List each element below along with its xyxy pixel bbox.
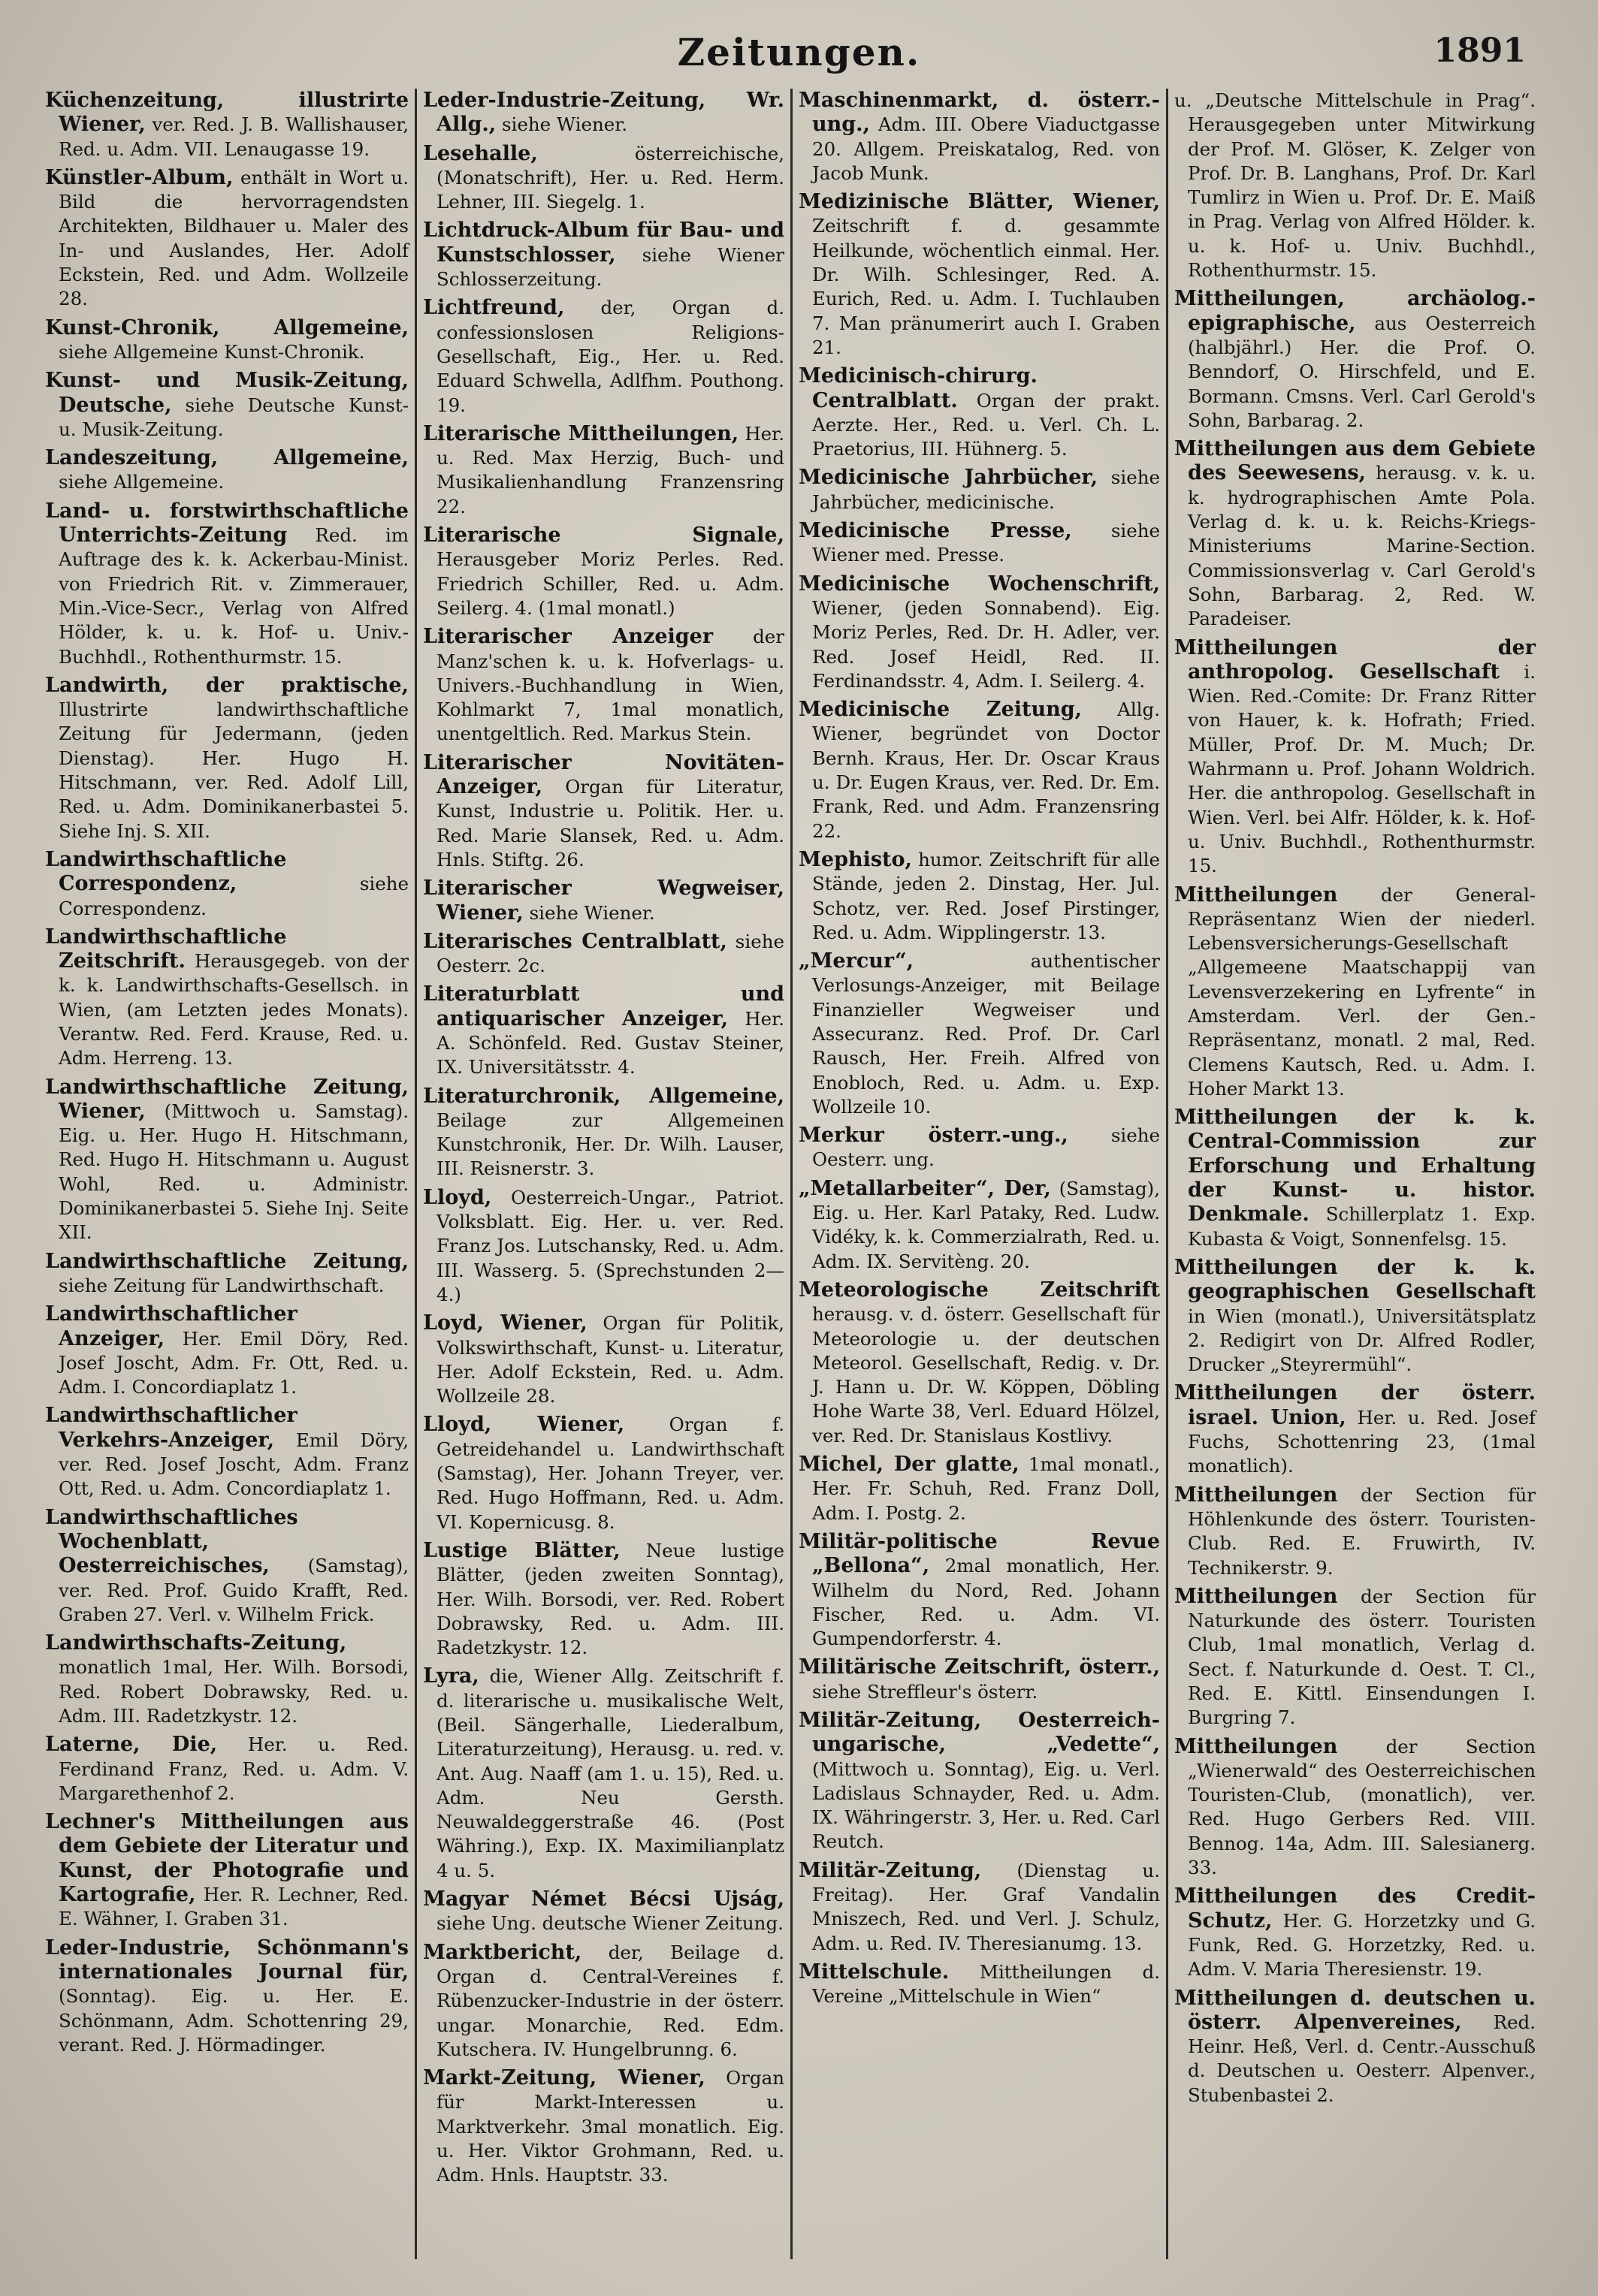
entry-text: Herausgeber Moriz Perles. Red. Friedrich Schiller, Red. u. Adm. Seilerg. 4. (1mal monatl.) — [437, 548, 784, 619]
entry-headword: Militär-Zeitung, — [799, 1858, 982, 1882]
entry-headword: Medicinische Presse, — [799, 519, 1072, 543]
entry-text: siehe Ung. deutsche Wiener Zeitung. — [437, 1912, 784, 1935]
entry-headword: Laterne, Die, — [45, 1733, 218, 1757]
directory-entry — [45, 848, 409, 921]
entry-headword: Landwirthschafts-Zeitung, — [45, 1631, 347, 1655]
entry-text: monatlich 1mal, Her. Wilh. Borsodi, Red. Robert Dobrawsky, Red. u. Adm. III. Radetzkystr. 12. — [59, 1656, 409, 1727]
entry-headword: Militär-Zeitung, Oesterreich-ungarische, „Vedette“, — [799, 1709, 1160, 1757]
entry-headword: Marktbericht, — [423, 1940, 582, 1964]
directory-entry — [423, 1664, 784, 1883]
page-header — [0, 30, 1598, 83]
entry-text: authentischer Verlosungs-Anzeiger, mit Beilage Finanzieller Wegweiser und Assecuranz. Red. Prof. Dr. Carl Rausch, Her. Freih. Alfred von Enobloch, Red. u. Adm. u. Exp. Wollzeile 10. — [812, 950, 1160, 1118]
entry-text: Her. u. Red. Max Herzig, Buch- und Musikalienhandlung Franzensring 22. — [437, 422, 784, 517]
entry-headword: Leder-Industrie-Zeitung, Wr. Allg., — [423, 89, 784, 137]
directory-entry — [799, 698, 1160, 843]
entry-text: in Wien (monatl.), Universitätsplatz 2. Redigirt von Dr. Alfred Rodler, Drucker „Steyrermühl“. — [1188, 1305, 1536, 1376]
directory-entry — [45, 1631, 409, 1728]
entry-text: herausg. v. d. österr. Gesellschaft für Meteorologie u. der deutschen Meteorol. Gesellschaft, Redig. v. Dr. J. Hann u. Dr. W. Köppen, Döbling Hohe Warte 38, Verl. Eduard Hölzel, ver. Red. Dr. Stanislaus Kostlivy. — [812, 1303, 1160, 1447]
entry-headword: Mittheilungen d. deutschen u. österr. Alpenvereines, — [1174, 1986, 1536, 2034]
entry-text: herausg. v. k. u. k. hydrographischen Amte Pola. Verlag d. k. u. k. Reichs-Kriegs-Ministeriums Marine-Section. Commissionsverlag v. Carl Gerold's Sohn, Barbarag. 2, Red. W. Paradeiser. — [1188, 462, 1536, 630]
entry-headword: Landeszeitung, Allgemeine, — [45, 446, 409, 470]
entry-headword: Militärische Zeitschrift, österr., — [799, 1655, 1160, 1679]
entry-headword: Medicinisch-chirurg. Centralblatt. — [799, 364, 1038, 412]
entry-headword: Lechner's Mittheilungen aus dem Gebiete der Literatur und Kunst, der Photografie und Kartografie, — [45, 1810, 409, 1907]
entry-headword: Kunst- und Musik-Zeitung, Deutsche, — [45, 369, 409, 417]
entry-headword: Literarische Signale, — [423, 523, 784, 548]
directory-entry — [423, 1413, 784, 1534]
directory-entry — [1174, 1585, 1536, 1730]
directory-entry — [799, 1709, 1160, 1854]
entry-text: der General-Repräsentanz Wien der niederl. Lebensversicherungs-Gesellschaft „Allgemeene Maatschappij van Levensverzekering en Lyfrente“ in Amsterdam. Verl. der Gen.-Repräsentanz, monatl. 2 mal, Red. Clemens Kautsch, Red. u. Adm. I. Hoher Markt 13. — [1188, 883, 1536, 1100]
entry-text: der Section „Wienerwald“ des Oesterreichischen Touristen-Club, (monatlich), ver. Red. Hugo Gerbers Red. VIII. Bennog. 14a, Adm. III. Salesianerg. 33. — [1188, 1735, 1536, 1879]
directory-entry — [1174, 636, 1536, 879]
entry-text: (Samstag), Eig. u. Her. Karl Pataky, Red. Ludw. Vidéky, k. k. Commerzialrath, Red. u. Adm. IX. Servitèng. 20. — [812, 1177, 1160, 1272]
entry-headword: Mephisto, — [799, 847, 912, 871]
entry-text: Organ für Literatur, Kunst, Industrie u. Politik. Her. u. Red. Marie Slansek, Red. u. Adm. Hnls. Stiftg. 26. — [437, 776, 785, 870]
entry-text: Her. Emil Döry, Red. Josef Joscht, Adm. Fr. Ott, Red. u. Adm. I. Concordiaplatz 1. — [59, 1327, 409, 1398]
directory-entry — [45, 499, 409, 669]
directory-entry — [423, 523, 784, 620]
directory-entry — [1174, 1884, 1536, 1981]
entry-text: Organ f. Getreidehandel u. Landwirthschaft (Samstag), Her. Johann Treyer, ver. Red. Hugo Hoffmann, Red. u. Adm. VI. Kopernicusg. 8. — [437, 1414, 785, 1533]
entry-text: aus Oesterreich (halbjährl.) Her. die Prof. O. Benndorf, O. Hirschfeld, und E. Bormann. Cmsns. Verl. Carl Gerold's Sohn, Barbarag. 2. — [1188, 312, 1536, 431]
entry-headword: Medicinische Zeitung, — [799, 698, 1083, 722]
entry-headword: Literaturchronik, Allgemeine, — [423, 1084, 784, 1108]
entry-headword: Landwirthschaftliches Wochenblatt, Oesterreichisches, — [45, 1505, 298, 1578]
entry-text: Her. G. Horzetzky und G. Funk, Red. G. Horzetzky, Red. u. Adm. V. Maria Theresienstr. 19. — [1188, 1909, 1536, 1981]
entry-text: der Section für Höhlenkunde des österr. Touristen-Club. Red. E. Fruwirth, IV. Technikerstr. 9. — [1188, 1483, 1536, 1579]
directory-entry — [799, 1655, 1160, 1704]
column-1 — [39, 89, 415, 2259]
entry-headword: Mittheilungen des Credit-Schutz, — [1174, 1884, 1536, 1932]
directory-entry — [1174, 287, 1536, 433]
directory-entry — [799, 1177, 1160, 1274]
entry-headword: Mittelschule. — [799, 1960, 950, 1984]
entry-headword: Literarischer Novitäten-Anzeiger, — [423, 750, 784, 799]
column-3 — [790, 89, 1166, 2259]
directory-entry — [1174, 1256, 1536, 1377]
entry-headword: Mittheilungen, archäolog.-epigraphische, — [1174, 287, 1536, 335]
entry-headword: Landwirthschaftliche Zeitung, Wiener, — [45, 1075, 409, 1123]
directory-entry — [1174, 437, 1536, 631]
directory-entry — [423, 1311, 784, 1408]
entry-headword: Leder-Industrie, Schönmann's internationales Journal für, — [45, 1935, 409, 1984]
entry-text: siehe Oesterr. 2c. — [437, 930, 784, 977]
directory-entry — [423, 1085, 784, 1181]
entry-text: Mittheilungen d. Vereine „Mittelschule in Wien“ — [812, 1960, 1160, 2008]
entry-text: siehe Wiener med. Presse. — [812, 520, 1160, 566]
entry-text: (Samstag), ver. Red. Prof. Guido Krafft, Red. Graben 27. Verl. v. Wilhelm Frick. — [59, 1555, 409, 1625]
entry-text: Organ für Politik, Volkswirthschaft, Kunst- u. Literatur, Her. Adolf Eckstein, Red. u. Adm. Wollzeile 28. — [437, 1312, 784, 1407]
entry-headword: Mittheilungen — [1174, 1483, 1338, 1507]
directory-entry — [799, 1960, 1160, 2009]
directory-entry — [45, 316, 409, 365]
page-number: 1891 — [1433, 32, 1526, 70]
directory-entry — [423, 1539, 784, 1660]
directory-entry — [45, 1936, 409, 2057]
entry-headword: Landwirth, der praktische, — [45, 673, 409, 697]
directory-entry — [1174, 1381, 1536, 1478]
directory-entry — [799, 466, 1160, 514]
entry-headword: Medicinische Jahrbücher, — [799, 466, 1098, 490]
directory-entry — [423, 982, 784, 1079]
directory-entry — [1174, 89, 1536, 282]
entry-text: siehe Deutsche Kunst- u. Musik-Zeitung. — [59, 394, 409, 440]
entry-text: Organ für Markt-Interessen u. Marktverkehr. 3mal monatlich. Eig. u. Her. Viktor Grohmann, Red. u. Adm. Hnls. Hauptstr. 33. — [437, 2067, 784, 2186]
directory-entry — [45, 1076, 409, 1245]
entry-text: österreichische, (Monatschrift), Her. u. Red. Herm. Lehner, III. Siegelg. 1. — [437, 142, 784, 213]
entry-text: Red. Heinr. Heß, Verl. d. Centr.-Ausschuß d. Deutschen u. Oesterr. Alpenver., Stubenbastei 2. — [1188, 2011, 1536, 2106]
directory-entry — [1174, 1106, 1536, 1251]
entry-text: ver. Red. J. B. Wallishauser, Red. u. Adm. VII. Lenaugasse 19. — [59, 113, 409, 160]
directory-entry — [799, 1124, 1160, 1172]
directory-entry — [45, 1733, 409, 1806]
entry-text: der, Beilage d. Organ d. Central-Vereines f. Rübenzucker-Industrie in der österr. ungar. Monarchie, Red. Edm. Kutschera. IV. Hungelbrunng. 6. — [437, 1941, 784, 2060]
entry-headword: Künstler-Album, — [45, 165, 234, 189]
entry-headword: Merkur österr.-ung., — [799, 1124, 1068, 1148]
entry-text: der Section für Naturkunde des österr. Touristen Club, 1mal monatlich, Verlag d. Sect. f. Naturkunde d. Oest. T. Cl., Red. E. Kittl. Einsendungen I. Burgring 7. — [1188, 1585, 1536, 1729]
entry-text: Red. im Auftrage des k. k. Ackerbau-Minist. von Friedrich Rit. v. Zimmerauer, Min.-Vice-Secr., Verlag von Alfred Hölder, k. u. k. Hof- u. Univ.-Buchhdl., Rothenthurmstr. 15. — [59, 524, 409, 668]
entry-headword: Lloyd, Wiener, — [423, 1413, 625, 1437]
entry-headword: Landwirthschaftlicher Anzeiger, — [45, 1302, 298, 1350]
directory-entry — [799, 1453, 1160, 1525]
entry-headword: Landwirthschaftliche Zeitung, — [45, 1249, 409, 1273]
entry-text: Herausgegeb. von der k. k. Landwirthschafts-Gesellsch. in Wien, (am Letzten jedes Monats). Verantw. Red. Ferd. Krause, Red. u. Adm. Herreng. 13. — [59, 950, 409, 1070]
column-4 — [1166, 89, 1542, 2259]
directory-entry — [45, 925, 409, 1071]
directory-entry — [1174, 1483, 1536, 1580]
entry-headword: Maschinenmarkt, d. österr.-ung., — [799, 89, 1160, 137]
directory-entry — [1174, 883, 1536, 1102]
entry-text: Organ der prakt. Aerzte. Her., Red. u. Verl. Ch. L. Praetorius, III. Hühnerg. 5. — [812, 389, 1160, 460]
directory-entry — [799, 364, 1160, 461]
entry-text: Illustrirte landwirthschaftliche Zeitung für Jedermann, (jeden Dienstag). Her. Hugo H. Hitschmann, ver. Red. Adolf Lill, Red. u. Adm. Dominikanerbastei 5. Siehe Inj. S. XII. — [59, 698, 409, 842]
entry-text: Beilage zur Allgemeinen Kunstchronik, Her. Dr. Wilh. Lauser, III. Reisnerstr. 3. — [437, 1109, 784, 1180]
directory-entry — [45, 369, 409, 442]
entry-headword: Mittheilungen — [1174, 1734, 1338, 1758]
entry-text: Her. u. Red. Josef Fuchs, Schottenring 23, (1mal monatlich). — [1188, 1406, 1536, 1477]
entry-headword: Loyd, Wiener, — [423, 1311, 588, 1335]
entry-text: (Dienstag u. Freitag). Her. Graf Vandalin Mniszech, Red. und Verl. J. Schulz, Adm. u. Red. IV. Theresianumg. 13. — [812, 1859, 1160, 1954]
entry-headword: Lustige Blätter, — [423, 1538, 621, 1562]
entry-text: (Mittwoch u. Samstag). Eig. u. Her. Hugo H. Hitschmann, Red. Hugo H. Hitschmann u. August Wohl, Red. u. Administr. Dominikanerbastei 5. Siehe Inj. Seite XII. — [59, 1100, 409, 1244]
entry-headword: Literaturblatt und antiquarischer Anzeiger, — [423, 982, 784, 1030]
directory-entry — [799, 1530, 1160, 1651]
entry-headword: Mittheilungen der österr. israel. Union, — [1174, 1381, 1536, 1429]
entry-text: Adm. III. Obere Viaductgasse 20. Allgem. Preiskatalog, Red. von Jacob Munk. — [812, 113, 1160, 184]
entry-headword: Literarisches Centralblatt, — [423, 929, 727, 953]
entry-headword: Lichtdruck-Album für Bau- und Kunstschlosser, — [423, 219, 784, 267]
directory-entry — [1174, 1735, 1536, 1881]
entry-text: Her. u. Red. Ferdinand Franz, Red. u. Adm. V. Margarethenhof 2. — [59, 1733, 409, 1804]
entry-text: siehe Allgemeine. — [59, 471, 225, 493]
directory-entry — [423, 296, 784, 417]
entry-text: siehe Allgemeine Kunst-Chronik. — [59, 340, 365, 363]
entry-headword: Landwirthschaftliche Correspondenz, — [45, 847, 287, 896]
directory-entry — [45, 674, 409, 843]
directory-entry — [1174, 1987, 1536, 2107]
directory-entry — [45, 1302, 409, 1399]
entry-text: siehe Streffleur's österr. — [812, 1680, 1038, 1703]
directory-entry — [799, 949, 1160, 1119]
entry-text: siehe Oesterr. ung. — [812, 1124, 1160, 1171]
directory-entry — [45, 89, 409, 161]
entry-text: die, Wiener Allg. Zeitschrift f. d. literarische u. musikalische Welt, (Beil. Sängerhalle, Liederalbum, Literaturzeitung), Herausg. u. red. v. Ant. Aug. Naaff (am 1. u. 15), Red. u. Adm. Neu Gersth. Neuwaldeggerstraße 46. (Post Währing.), Exp. IX. Maximilianplatz 4 u. 5. — [437, 1665, 784, 1881]
directory-entry — [423, 1941, 784, 2062]
directory-entry — [423, 876, 784, 925]
entry-headword: Mittheilungen — [1174, 1584, 1338, 1608]
entry-headword: Mittheilungen der k. k. geographischen Gesellschaft — [1174, 1255, 1536, 1304]
directory-entry — [45, 1250, 409, 1299]
directory-entry — [799, 519, 1160, 568]
entry-text: Wiener, (jeden Sonnabend). Eig. Moriz Perles, Red. Dr. H. Adler, ver. Red. Josef Heidl, Red. II. Ferdinandsstr. 4, Adm. I. Seilerg. 4. — [812, 596, 1160, 692]
entry-text: Emil Döry, ver. Red. Josef Joscht, Adm. Franz Ott, Red. u. Adm. Concordiaplatz 1. — [59, 1429, 409, 1500]
entry-headword: Literarischer Anzeiger — [423, 625, 714, 649]
entry-headword: Meteorologische Zeitschrift — [799, 1278, 1160, 1302]
column-2 — [415, 89, 790, 2259]
entry-text: siehe Wiener. — [529, 901, 655, 924]
entry-text: (Mittwoch u. Sonntag), Eig. u. Verl. Ladislaus Schnayder, Red. u. Adm. IX. Währingerstr. 3, Her. u. Red. Carl Reutch. — [812, 1757, 1160, 1853]
directory-entry — [423, 1186, 784, 1307]
entry-text: Schillerplatz 1. Exp. Kubasta & Voigt, Sonnenfelsg. 15. — [1188, 1203, 1536, 1250]
directory-entry — [45, 446, 409, 495]
columns — [39, 89, 1544, 2259]
directory-entry — [423, 751, 784, 872]
entry-text: 2mal monatlich, Her. Wilhelm du Nord, Red. Johann Fischer, Red. u. Adm. VI. Gumpendorferstr. 4. — [812, 1555, 1160, 1650]
directory-entry — [423, 930, 784, 979]
entry-headword: Lesehalle, — [423, 141, 538, 165]
entry-text: 1mal monatl., Her. Fr. Schuh, Red. Franz Doll, Adm. I. Postg. 2. — [812, 1453, 1160, 1524]
directory-entry — [45, 166, 409, 312]
entry-text: u. „Deutsche Mittelschule in Prag“. Herausgegeben unter Mitwirkung der Prof. M. Glöser, K. Zelger von Prof. Dr. B. Langhans, Prof. Dr. Karl Tumlirz in Wien u. Prof. Dr. E. Maiß in Prag. Verlag von Alfred Hölder. k. u. k. Hof- u. Univ. Buchhdl., Rothenthurmstr. 15. — [1174, 89, 1536, 282]
directory-entry — [423, 2066, 784, 2187]
entry-headword: Kunst-Chronik, Allgemeine, — [45, 315, 409, 339]
page-title: Zeitungen. — [677, 30, 921, 74]
entry-headword: Medicinische Wochenschrift, — [799, 572, 1160, 596]
directory-entry — [423, 422, 784, 519]
entry-headword: „Mercur“, — [799, 949, 914, 973]
entry-text: siehe Wiener. — [501, 113, 628, 136]
entry-text: der, Organ d. confessionslosen Religions-Gesellschaft, Eig., Her. u. Red. Eduard Schwella, Adlfhm. Pouthong. 19. — [437, 297, 784, 416]
entry-headword: Landwirthschaftliche Zeitschrift. — [45, 925, 287, 973]
entry-text: Zeitschrift f. d. gesammte Heilkunde, wöchentlich einmal. Her. Dr. Wilh. Schlesinger, Red. A. Eurich, Red. u. Adm. I. Tuchlauben 7. Man pränumerirt auch I. Graben 21. — [812, 215, 1160, 358]
entry-text: Her. A. Schönfeld. Red. Gustav Steiner, IX. Universitätsstr. 4. — [437, 1007, 784, 1079]
directory-entry — [799, 572, 1160, 693]
entry-headword: Medizinische Blätter, Wiener, — [799, 190, 1160, 214]
directory-entry — [799, 1278, 1160, 1448]
entry-text: enthält in Wort u. Bild die hervorragendsten Architekten, Bildhauer u. Maler des In- und Auslandes, Her. Adolf Eckstein, Red. und Adm. Wollzeile 28. — [59, 166, 409, 310]
entry-headword: Mittheilungen der k. k. Central-Commission zur Erforschung und Erhaltung der Kunst- u. histor. Denkmale. — [1174, 1106, 1536, 1226]
directory-entry — [423, 219, 784, 291]
directory-entry — [45, 1506, 409, 1627]
entry-headword: Landwirthschaftlicher Verkehrs-Anzeiger, — [45, 1404, 298, 1452]
entry-headword: Magyar Német Bécsi Ujság, — [423, 1887, 784, 1911]
entry-headword: Mittheilungen aus dem Gebiete des Seewesens, — [1174, 437, 1536, 485]
entry-text: der Manz'schen k. u. k. Hofverlags- u. Univers.-Buchhandlung in Wien, Kohlmarkt 7, 1mal monatlich, unentgeltlich. Red. Markus Stein. — [437, 626, 784, 745]
entry-headword: Lloyd, — [423, 1185, 492, 1209]
entry-text: (Sonntag). Eig. u. Her. E. Schönmann, Adm. Schottenring 29, verant. Red. J. Hörmadinger. — [59, 1985, 409, 2056]
entry-text: Neue lustige Blätter, (jeden zweiten Sonntag), Her. Wilh. Borsodi, ver. Red. Robert Dobrawsky, Red. u. Adm. III. Radetzkystr. 12. — [437, 1539, 785, 1659]
directory-entry — [45, 1404, 409, 1501]
entry-headword: Literarische Mittheilungen, — [423, 421, 739, 445]
entry-headword: Militär-politische Revue „Bellona“, — [799, 1529, 1160, 1578]
entry-headword: Lichtfreund, — [423, 296, 565, 320]
directory-entry — [423, 625, 784, 746]
directory-entry — [799, 1859, 1160, 1956]
directory-entry — [423, 1887, 784, 1936]
entry-text: Her. R. Lechner, Red. E. Wähner, I. Graben 31. — [59, 1884, 409, 1930]
directory-entry — [799, 89, 1160, 186]
directory-entry — [423, 142, 784, 215]
entry-headword: „Metallarbeiter“, Der, — [799, 1176, 1051, 1200]
entry-headword: Michel, Der glatte, — [799, 1453, 1020, 1477]
entry-headword: Markt-Zeitung, Wiener, — [423, 2066, 705, 2090]
entry-headword: Küchenzeitung, illustrirte Wiener, — [45, 89, 409, 137]
entry-text: siehe Zeitung für Landwirthschaft. — [59, 1274, 385, 1296]
entry-text: Allg. Wiener, begründet von Doctor Bernh. Kraus, Her. Dr. Oscar Kraus u. Dr. Eugen Kraus, ver. Red. Dr. Em. Frank, Red. und Adm. Franzensring 22. — [812, 698, 1160, 842]
entry-text: i. Wien. Red.-Comite: Dr. Franz Ritter von Hauer, k. k. Hofrath; Fried. Müller, Prof. Dr. M. Much; Dr. Wahrmann u. Prof. Johann Woldrich. Her. die anthropolog. Gesellschaft in Wien. Verl. bei Alfr. Hölder, k. k. Hof- u. Univ. Buchhdl., Rothenthurmstr. 15. — [1188, 660, 1536, 877]
entry-headword: Literarischer Wegweiser, Wiener, — [423, 876, 784, 925]
entry-headword: Mittheilungen — [1174, 882, 1338, 907]
directory-entry — [423, 89, 784, 137]
directory-entry — [799, 190, 1160, 360]
entry-headword: Lyra, — [423, 1664, 479, 1688]
entry-text: siehe Correspondenz. — [59, 873, 409, 919]
entry-headword: Mittheilungen der anthropolog. Gesellschaft — [1174, 635, 1536, 683]
entry-text: siehe Wiener Schlosserzeitung. — [437, 243, 784, 291]
directory-entry — [45, 1810, 409, 1931]
entry-text: humor. Zeitschrift für alle Stände, jeden 2. Dinstag, Her. Jul. Schotz, ver. Red. Josef Pirstinger, Red. u. Adm. Wipplingerstr. 13. — [812, 848, 1160, 943]
entry-headword: Land- u. forstwirthschaftliche Unterrichts-Zeitung — [45, 499, 409, 548]
entry-text: siehe Jahrbücher, medicinische. — [812, 466, 1160, 513]
entry-text: Oesterreich-Ungar., Patriot. Volksblatt. Eig. Her. u. ver. Red. Franz Jos. Lutschansky, Red. u. Adm. III. Wasserg. 5. (Sprechstunden 2—4.) — [437, 1186, 784, 1305]
directory-entry — [799, 848, 1160, 945]
